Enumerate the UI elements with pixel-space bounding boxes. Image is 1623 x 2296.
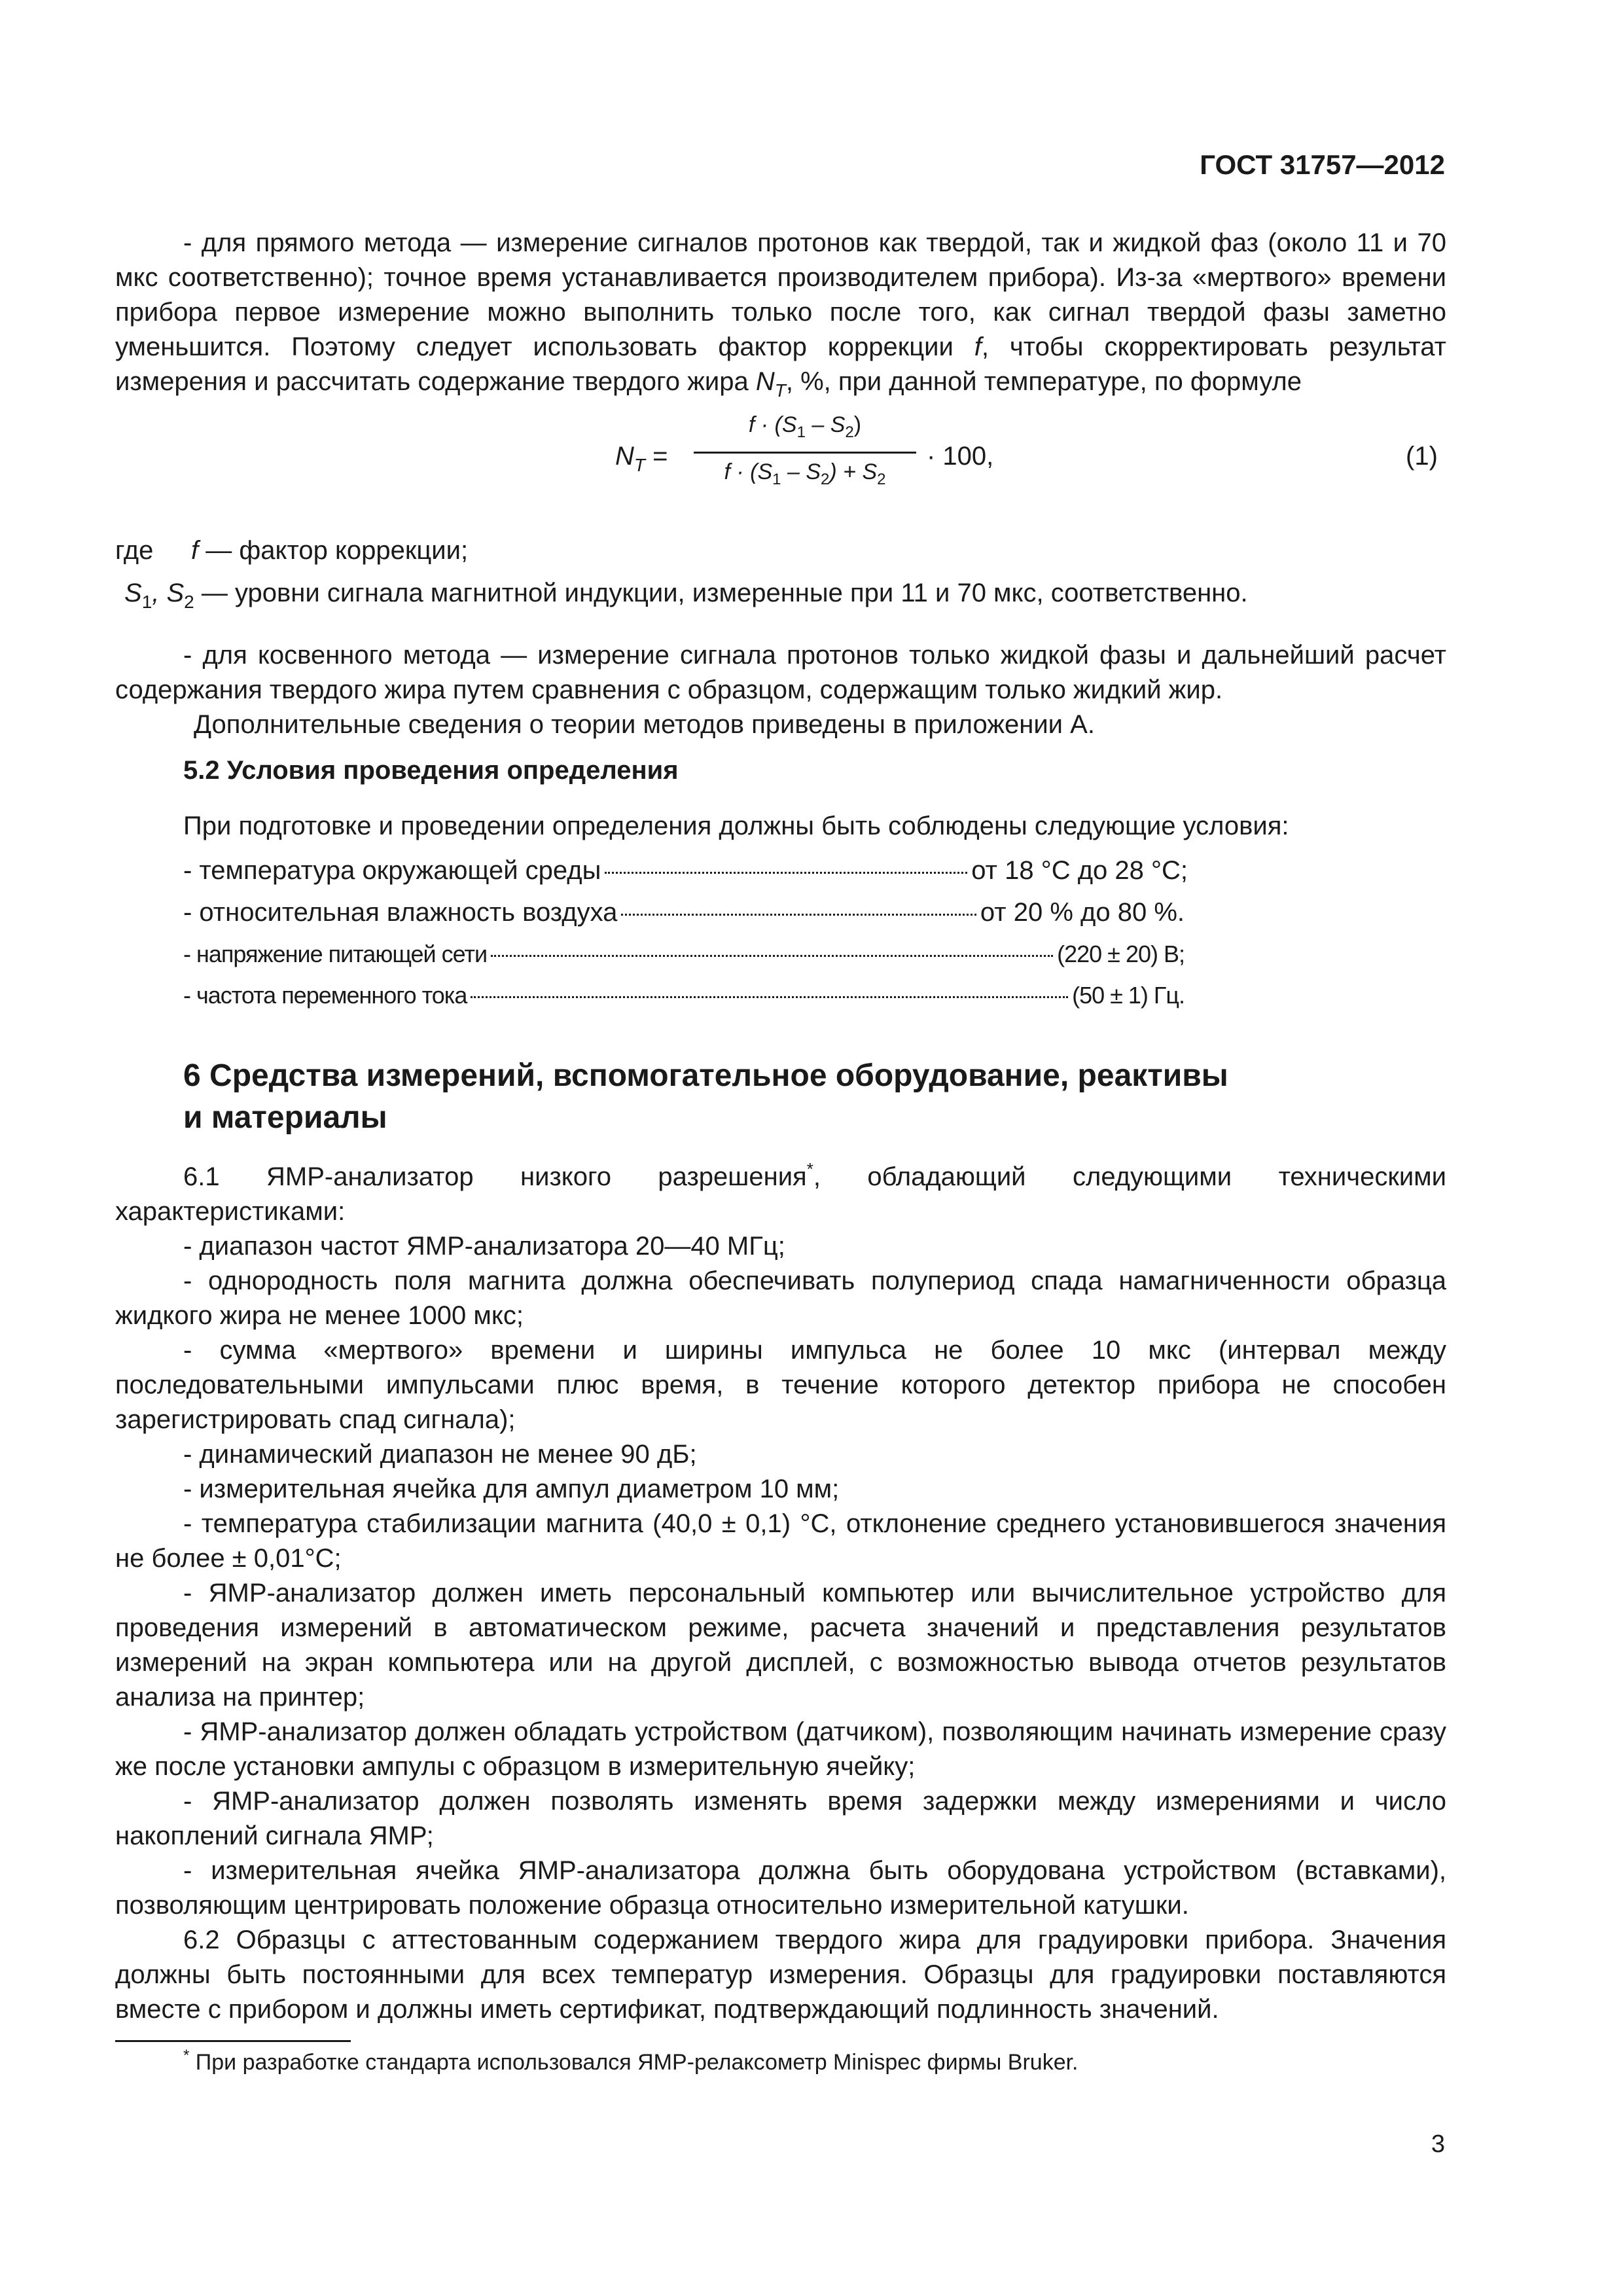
list-item: - ЯМР-анализатор должен обладать устройством (датчиком), позволяющим начинать измерение сразу же после установки ампулы с образцом в измерительную ячейку; <box>115 1717 1446 1781</box>
document-code: ГОСТ 31757—2012 <box>1200 149 1445 180</box>
formula-lhs: $N_T$ = <box>615 442 668 475</box>
formula-1 <box>615 412 1466 497</box>
page-number: 3 <box>1431 2130 1445 2158</box>
fraction-bar <box>694 452 916 454</box>
para-6-1: 6.1 ЯМР-анализатор низкого разрешения*, обладающий следующими техническими характеристиками: <box>115 1159 1447 1226</box>
direct-method-paragraph: - для прямого метода — измерение сигналов протонов как твердой, так и жидкой фаз (около 11 и 70 мкс соответственно); точное время устанавливается производителем прибора). Из-за «мертвого» времени прибора первое измерение можно выполнить только после того, как сигнал твердой фазы заметно уменьшится. Поэтому следует использовать фактор коррекции f, чтобы скорректировать результат измерения и рассчитать содержание твердого жира $N_T$, %, при данной температуре, по формуле <box>115 228 1446 401</box>
list-item: - ЯМР-анализатор должен иметь персональный компьютер или вычислительное устройство для проведения измерений в автоматическом режиме, расчета значений и представления результатов измерений на экран компьютера или на другой дисплей, с возможностью вывода отчетов результатов анализа на принтер; <box>115 1579 1446 1712</box>
formula-numerator: $f \cdot (S_1 - S_2)$ <box>748 412 862 441</box>
condition-temperature: - температура окружающей среды от 18 °С до 28 °С; <box>183 856 1188 885</box>
list-item: - ЯМР-анализатор должен позволять изменять время задержки между измерениями и число накоплений сигнала ЯМР; <box>115 1787 1446 1850</box>
formula-number: (1) <box>1406 442 1438 471</box>
formula-rhs: · 100, <box>927 442 994 471</box>
list-item: - температура стабилизации магнита (40,0 ± 0,1) °С, отклонение среднего установившегося значения не более ± 0,01°С; <box>115 1509 1446 1573</box>
footnote: * При разработке стандарта использовался ЯМР-релаксометр Minispec фирмы Bruker. <box>183 2047 1079 2075</box>
where-s-row: $S_1$, $S_2$ — уровни сигнала магнитной индукции, измеренные при 11 и 70 мкс, соответственно. <box>124 579 1248 612</box>
para-6-2: 6.2 Образцы с аттестованным содержанием твердого жира для градуировки прибора. Значения должны быть постоянными для всех температур измерения. Образцы для градуировки поставляются вместе с прибором и должны иметь сертификат, подтверждающий подлинность значений. <box>115 1926 1446 2024</box>
condition-voltage: - напряжение питающей сети (220 ± 20) В; <box>183 941 1185 967</box>
list-item: - однородность поля магнита должна обеспечивать полупериод спада намагниченности образца жидкого жира не менее 1000 мкс; <box>115 1266 1446 1330</box>
section-6-title: 6 Средства измерений, вспомогательное оборудование, реактивы и материалы <box>183 1058 1228 1135</box>
list-item: - динамический диапазон не менее 90 дБ; <box>183 1440 697 1469</box>
footnote-rule <box>115 2040 351 2042</box>
list-item: - измерительная ячейка для ампул диаметром 10 мм; <box>183 1475 840 1503</box>
formula-denominator: $f \cdot (S_1 - S_2) + S_2$ <box>724 459 886 488</box>
list-item: - диапазон частот ЯМР-анализатора 20—40 МГц; <box>183 1232 785 1261</box>
where-f-row: f — фактор коррекции; <box>191 536 469 565</box>
where-word: где <box>115 536 154 565</box>
section-5-2-lead: При подготовке и проведении определения должны быть соблюдены следующие условия: <box>183 812 1289 840</box>
section-6-body <box>115 1160 1446 2027</box>
appendix-reference: Дополнительные сведения о теории методов приведены в приложении А. <box>194 710 1095 739</box>
indirect-method-paragraph: - для косвенного метода — измерение сигнала протонов только жидкой фазы и дальнейший расчет содержания твердого жира путем сравнения с образцом, содержащим только жидкий жир. <box>115 641 1446 704</box>
section-5-2-title: 5.2 Условия проведения определения <box>183 756 679 785</box>
list-item: - измерительная ячейка ЯМР-анализатора должна быть оборудована устройством (вставками), позволяющим центрировать положение образца относительно измерительной катушки. <box>115 1856 1446 1920</box>
condition-humidity: - относительная влажность воздуха от 20 % до 80 %. <box>183 898 1185 927</box>
list-item: - сумма «мертвого» времени и ширины импульса не более 10 мкс (интервал между последовательными импульсами плюс время, в течение которого детектор прибора не способен зарегистрировать спад сигнала); <box>115 1336 1446 1434</box>
condition-frequency: - частота переменного тока (50 ± 1) Гц. <box>183 982 1185 1009</box>
